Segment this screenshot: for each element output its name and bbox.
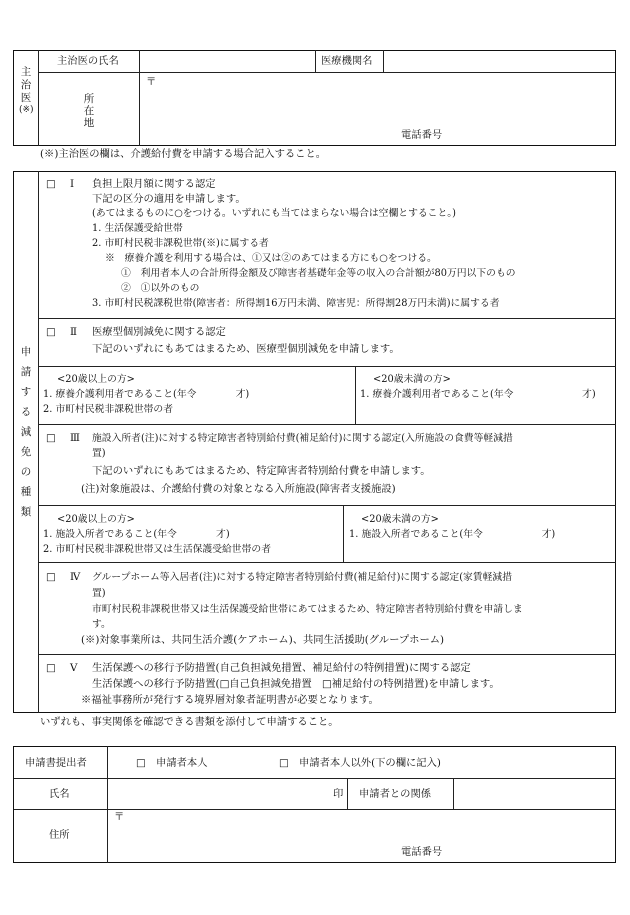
section-2-over20-item[interactable]: 2. 市町村民税非課税世帯の者: [43, 404, 174, 415]
physician-phone-label: 電話番号: [401, 129, 443, 141]
section-3-over20-header: <20歳以上の方>: [57, 514, 135, 525]
reduction-note: いずれも、事実関係を確認できる書類を添付して申請すること。: [40, 716, 339, 728]
physician-note: (※)主治医の欄は、介護給付費を申請する場合記入すること。: [40, 148, 327, 160]
section-4-number: Ⅳ: [70, 571, 81, 583]
section-3-title: 施設入所者(注)に対する特定障害者特別給付費(補足給付)に関する認定(入所施設の食費等軽減措: [92, 433, 513, 444]
institution-field[interactable]: [384, 51, 614, 72]
section-1-option[interactable]: ② ①以外のもの: [121, 283, 200, 294]
institution-label: 医療機関名: [321, 55, 373, 67]
postal-mark: 〒: [114, 811, 125, 823]
section-5-title: 生活保護への移行予防措置(自己負担減免措置、補足給付の特例措置)に関する認定: [92, 662, 471, 674]
section-3-note: (注)対象施設は、介護給付費の対象となる入所施設(障害者支援施設): [81, 483, 396, 495]
section-1-title: 負担上限月額に関する認定: [92, 178, 216, 190]
section-1-option[interactable]: ① 利用者本人の合計所得金額及び障害者基礎年金等の収入の合計額が80万円以下のもの: [121, 268, 516, 279]
section-2-title: 医療型個別減免に関する認定: [92, 326, 226, 338]
section-3-over20-item[interactable]: 2. 市町村民税非課税世帯又は生活保護受給世帯の者: [43, 544, 271, 555]
section-3-under20-item[interactable]: 1. 施設入所者であること(年令 才): [349, 529, 556, 540]
section-3-number: Ⅲ: [70, 432, 80, 444]
physician-address-field[interactable]: [140, 73, 614, 145]
section-2-under20-item[interactable]: 1. 療養介護利用者であること(年令 才): [360, 389, 596, 400]
section-1-option[interactable]: 3. 市町村民税課税世帯(障害者：所得割16万円未満、障害児：所得割28万円未満)に属する者: [92, 298, 500, 309]
submitter-other-option[interactable]: □ 申請者本人以外(下の欄に記入): [279, 757, 441, 769]
section-4-title-cont: 置): [92, 588, 106, 599]
submitter-phone-label: 電話番号: [401, 846, 443, 858]
section-3-checkbox[interactable]: □: [46, 432, 56, 444]
section-4-line: 市町村民税非課税世帯又は生活保護受給世帯にあてはまるため、特定障害者特別給付費を申請しま: [92, 604, 523, 615]
section-2-under20-header: <20歳未満の方>: [373, 374, 451, 385]
section-4-note: (※)対象事業所は、共同生活介護(ケアホーム)、共同生活援助(グループホーム): [81, 634, 445, 646]
submitter-name-label: 氏名: [49, 788, 70, 800]
section-4-title: グループホーム等入居者(注)に対する特定障害者特別給付費(補足給付)に関する認定(家賃軽減措: [92, 572, 512, 583]
postal-mark: 〒: [146, 76, 157, 88]
section-2-over20-item[interactable]: 1. 療養介護利用者であること(年令 才): [43, 389, 250, 400]
section-3-line: 下記のいずれにもあてはまるため、特定障害者特別給付費を申請します。: [92, 465, 431, 477]
section-4-line-cont: す。: [92, 619, 111, 630]
section-2-checkbox[interactable]: □: [46, 326, 56, 338]
physician-name-field[interactable]: [140, 51, 314, 72]
section-1-checkbox[interactable]: □: [46, 178, 56, 190]
section-5-number: Ⅴ: [70, 662, 78, 674]
section-1-number: Ⅰ: [70, 178, 75, 190]
section-1-option[interactable]: 2. 市町村民税非課税世帯(※)に属する者: [92, 238, 269, 249]
section-1-line: 下記の区分の適用を申請します。: [92, 193, 246, 205]
section-1-line: (あてはまるものに○をつける。いずれにも当てはまらない場合は空欄とすること。): [92, 208, 456, 219]
section-5-checkbox[interactable]: □: [46, 662, 56, 674]
relation-field[interactable]: [454, 779, 614, 809]
section-3-over20-item[interactable]: 1. 施設入所者であること(年令 才): [43, 529, 230, 540]
section-2-line: 下記のいずれにもあてはまるため、医療型個別減免を申請します。: [92, 343, 400, 355]
submitter-name-field[interactable]: [108, 779, 328, 809]
section-2-number: Ⅱ: [70, 326, 77, 338]
physician-side-label: 主 治 医 (※): [19, 66, 34, 116]
reduction-side-label: 申 請 す る 減 免 の 種 類: [20, 346, 32, 518]
section-5-note: ※福祉事務所が発行する境界層対象者証明書が必要となります。: [81, 694, 379, 706]
section-3-title-cont: 置): [92, 448, 106, 459]
section-2-over20-header: <20歳以上の方>: [57, 374, 135, 385]
submitter-self-option[interactable]: □ 申請者本人: [136, 757, 208, 769]
section-1-option[interactable]: 1. 生活保護受給世帯: [92, 223, 183, 234]
physician-name-label: 主治医の氏名: [57, 55, 119, 67]
relation-label: 申請者との関係: [359, 788, 432, 800]
submitter-address-field[interactable]: [108, 810, 614, 861]
section-3-under20-header: <20歳未満の方>: [361, 514, 439, 525]
section-5-line: 生活保護への移行予防措置(□自己負担減免措置 □補足給付の特例措置)を申請します。: [92, 678, 500, 690]
section-1-line: ※ 療養介護を利用する場合は、①又は②のあてはまる方にも○をつける。: [105, 253, 437, 264]
submitter-label: 申請書提出者: [25, 757, 87, 769]
section-4-checkbox[interactable]: □: [46, 571, 56, 583]
submitter-address-label: 住所: [49, 829, 70, 841]
physician-address-label: 所 在 地: [83, 93, 95, 130]
seal-mark: 印: [333, 788, 344, 800]
